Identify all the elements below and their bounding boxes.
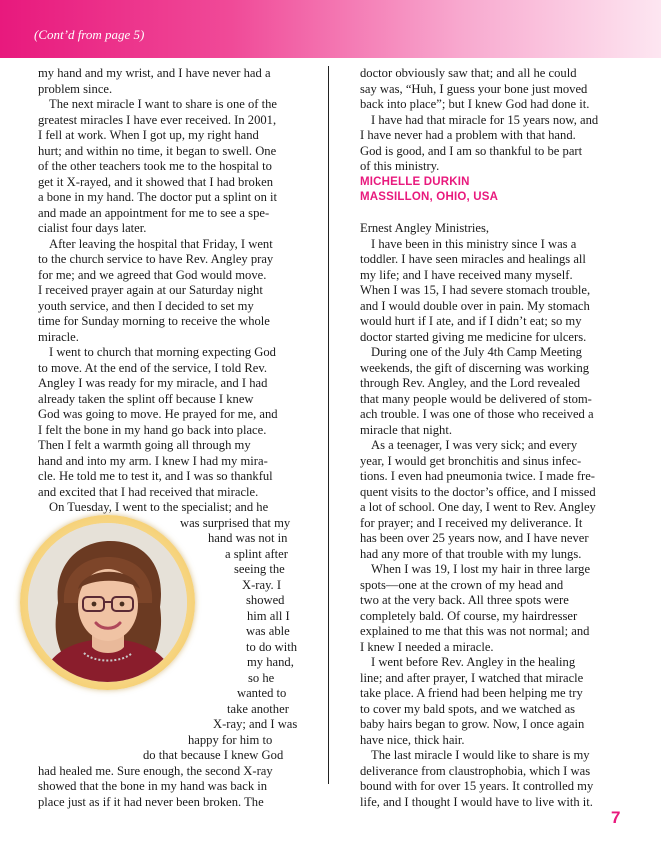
- left-column: [38, 66, 306, 810]
- text-line: a splint after: [225, 546, 288, 561]
- text-line: I have been in this ministry since I was a: [371, 236, 577, 251]
- text-line: and excited that I had received that miracle.: [38, 484, 259, 499]
- text-line: say was, “Huh, I guess your bone just moved: [360, 81, 588, 96]
- text-line: doctor started giving me medicine for ulcers.: [360, 329, 587, 344]
- text-line: hand and into my arm. I knew I had my mira-: [38, 453, 268, 468]
- text-line: I fell at work. When I got up, my right hand: [38, 128, 259, 142]
- text-line: I went to church that morning expecting God: [49, 345, 276, 359]
- text-line: showed that the bone in my hand was back in: [38, 779, 268, 793]
- text-line: wanted to: [237, 686, 287, 700]
- text-line: that many people would be delivered of stom-: [360, 391, 592, 406]
- text-line: doctor obviously saw that; and all he could: [360, 66, 577, 80]
- author-photo-frame: [20, 515, 195, 690]
- signature-line: MASSILLON, OHIO, USA: [360, 191, 499, 203]
- text-line: line; and after prayer, I watched that miracle: [360, 670, 584, 685]
- text-line: spots—one at the crown of my head and: [360, 577, 564, 592]
- right-column: [360, 66, 622, 810]
- text-line: When I was 19, I lost my hair in three large: [371, 562, 591, 576]
- text-line: time for Sunday morning to receive the whole: [38, 314, 270, 328]
- page-header-band: [0, 0, 661, 58]
- text-line: to the church service to have Rev. Angley pray: [38, 252, 274, 266]
- column-divider: [328, 66, 329, 784]
- text-line: God was going to move. He prayed for me, and: [38, 407, 278, 421]
- text-line: take place. A friend had been helping me try: [360, 686, 583, 700]
- text-line: has been over 25 years now, and I have never: [360, 531, 589, 545]
- text-line: my hand and my wrist, and I have never had a: [38, 66, 271, 80]
- page-number: 7: [611, 808, 621, 827]
- text-line: As a teenager, I was very sick; and every: [371, 438, 578, 452]
- text-line: already taken the splint off because I knew: [38, 391, 254, 406]
- text-line: to do with: [246, 639, 298, 654]
- text-line: year, I would get bronchitis and sinus infec-: [360, 453, 582, 468]
- text-line: hurt; and within no time, it began to swell. One: [38, 143, 277, 158]
- text-line: I knew I needed a miracle.: [360, 639, 494, 654]
- text-line: my hand,: [247, 655, 294, 669]
- text-line: place just as if it had never been broken. The: [38, 794, 264, 809]
- signature-line: MICHELLE DURKIN: [360, 175, 470, 188]
- text-line: When I was 15, I had severe stomach trouble,: [360, 283, 591, 297]
- text-line: and made an appointment for me to see a spe-: [38, 205, 270, 220]
- text-line: showed: [246, 593, 285, 607]
- text-line: two at the very back. All three spots were: [360, 593, 569, 607]
- text-line: I have had that miracle for 15 years now, and: [371, 112, 599, 127]
- text-line: cle. He told me to test it, and I was so thankful: [38, 469, 273, 483]
- text-line: God is good, and I am so thankful to be part: [360, 143, 583, 158]
- text-line: take another: [227, 701, 289, 716]
- text-line: During one of the July 4th Camp Meeting: [371, 345, 582, 359]
- portrait-illustration: [28, 523, 187, 682]
- author-photo: [28, 523, 187, 682]
- text-line: explained to me that this was not normal; and: [360, 624, 590, 638]
- text-line: I received prayer again at our Saturday night: [38, 283, 263, 297]
- text-line: I felt the bone in my hand go back into place.: [38, 422, 267, 437]
- text-line: youth service, and then I decided to set my: [38, 298, 254, 313]
- text-line: Then I felt a warmth going all through my: [38, 438, 251, 452]
- blank-line: [360, 206, 622, 222]
- text-line: a bone in my hand. The doctor put a splint on it: [38, 190, 278, 204]
- text-line: of this ministry.: [360, 159, 440, 173]
- text-line: greatest miracles I have ever received. In 2001,: [38, 112, 277, 127]
- text-line: baby hairs began to grow. Now, I once again: [360, 717, 585, 731]
- text-line: The next miracle I want to share is one of the: [49, 97, 278, 111]
- text-line: was surprised that my: [180, 515, 291, 530]
- text-line: for prayer; and I received my deliverance. It: [360, 515, 583, 530]
- text-line: so he: [248, 670, 275, 685]
- text-line: hand was not in: [208, 531, 288, 545]
- text-line: completely bald. Of course, my hairdresser: [360, 608, 578, 623]
- text-line: problem since.: [38, 81, 113, 96]
- text-line: miracle that night.: [360, 422, 452, 437]
- text-line: ach trouble. I was one of those who received a: [360, 407, 594, 421]
- text-line: Ernest Angley Ministries,: [360, 221, 490, 235]
- text-line: had healed me. Sure enough, the second X-ray: [38, 763, 273, 778]
- text-line: weekends, the gift of discerning was working: [360, 360, 590, 375]
- text-line: X-ray; and I was: [213, 717, 298, 731]
- text-line: happy for him to: [188, 732, 273, 747]
- text-line: cialist four days later.: [38, 221, 147, 235]
- text-line: On Tuesday, I went to the specialist; and he: [49, 500, 269, 514]
- text-line: my life; and I have received many myself.: [360, 267, 573, 282]
- text-line: through Rev. Angley, and the Lord revealed: [360, 376, 581, 390]
- text-line: The last miracle I would like to share is my: [371, 748, 590, 762]
- text-line: was able: [246, 624, 290, 638]
- text-line: tions. I even had pneumonia twice. I made fre-: [360, 469, 595, 483]
- text-line: get it X-rayed, and it showed that I had broken: [38, 174, 274, 189]
- text-line: miracle.: [38, 329, 79, 344]
- text-line: a lot of school. One day, I went to Rev. Angley: [360, 500, 596, 514]
- text-line: bound with for over 15 years. It controlled my: [360, 779, 594, 793]
- text-line: quent visits to the doctor’s office, and I missed: [360, 484, 596, 499]
- text-line: back into place”; but I knew God had done it.: [360, 97, 590, 111]
- text-line: him all I: [247, 608, 290, 623]
- continued-note: (Cont’d from page 5): [34, 27, 145, 42]
- text-line: After leaving the hospital that Friday, I went: [49, 236, 273, 251]
- text-line: and I would double over in pain. My stomach: [360, 298, 590, 313]
- text-line: do that because I knew God: [143, 748, 284, 762]
- text-line: to move. At the end of the service, I told Rev.: [38, 360, 267, 375]
- text-line: I have never had a problem with that hand.: [360, 128, 576, 142]
- text-line: to cover my bald spots, and we watched as: [360, 701, 576, 716]
- text-line: toddler. I have seen miracles and healings all: [360, 252, 586, 266]
- text-line: seeing the: [234, 562, 285, 576]
- text-line: deliverance from claustrophobia, which I was: [360, 763, 591, 778]
- text-line: X-ray. I: [242, 577, 282, 592]
- text-line: for me; and we agreed that God would move.: [38, 267, 267, 282]
- text-line: would hurt if I ate, and if I didn’t eat; so my: [360, 314, 582, 328]
- text-line: Angley I was ready for my miracle, and I had: [38, 376, 268, 390]
- text-line: I went before Rev. Angley in the healing: [371, 655, 576, 669]
- text-line: have nice, thick hair.: [360, 732, 465, 747]
- text-line: life, and I thought I would have to live with it.: [360, 794, 593, 809]
- text-line: of the other teachers took me to the hospital to: [38, 159, 272, 173]
- text-line: had any more of that trouble with my lungs.: [360, 546, 582, 561]
